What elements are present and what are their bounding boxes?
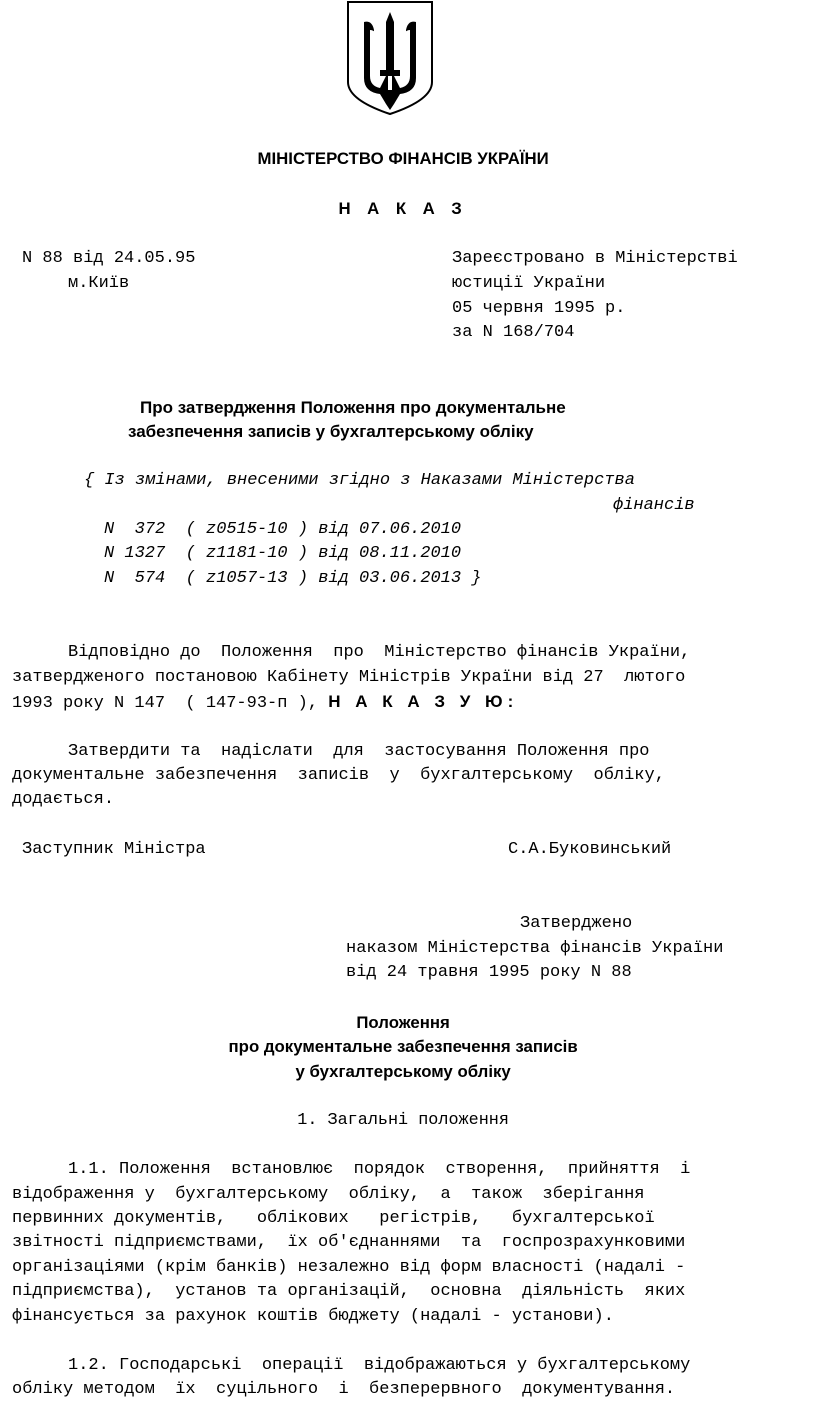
order-text-line: додається. — [12, 790, 115, 809]
paragraph-line: фінансується за рахунок коштів бюджету (надалі - установи). — [12, 1307, 614, 1326]
approval-line: Затверджено — [520, 914, 633, 933]
document-title-line: забезпечення записів у бухгалтерському обліку — [128, 422, 534, 441]
order-keyword-colon: : — [507, 692, 514, 711]
amendment-link[interactable]: N 1327 ( z1181-10 ) від 08.11.2010 — [104, 544, 462, 563]
order-number-date: N 88 від 24.05.95 — [22, 249, 196, 268]
registration-line: за N 168/704 — [452, 323, 575, 342]
document-type: Н А К А З — [338, 199, 468, 218]
registration-line: Зареєстровано в Міністерстві — [452, 249, 738, 268]
order-keyword: Н А К А З У Ю — [328, 692, 508, 711]
preamble-text: Відповідно до Положення про Міністерство фінансів України, — [68, 643, 691, 662]
paragraph-line: 1.2. Господарські операції відображаються у бухгалтерському — [68, 1356, 691, 1375]
preamble-line — [68, 641, 776, 665]
section-heading: 1. Загальні положення — [297, 1111, 509, 1130]
order-text-line: Затвердити та надіслати для застосування Положення про — [68, 742, 650, 761]
paragraph-line: підприємства), установ та організацій, основна діяльність яких — [12, 1282, 686, 1301]
paragraph-line: первинних документів, облікових регістрів, бухгалтерської — [12, 1209, 655, 1228]
signatory-name: С.А.Буковинський — [508, 840, 672, 859]
preamble-text: 1993 року N 147 ( 147-93-п ), — [12, 694, 329, 713]
paragraph-line: організаціями (крім банків) незалежно від форм власності (надалі - — [12, 1258, 686, 1277]
amendment-link[interactable]: N 574 ( z1057-13 ) від 03.06.2013 } — [104, 569, 482, 588]
registration-line: юстиції України — [452, 274, 606, 293]
regulation-title-line: Положення — [356, 1013, 450, 1032]
paragraph-line: звітності підприємствами, їх об'єднаннями та госпрозрахунковими — [12, 1233, 686, 1252]
registration-line: 05 червня 1995 р. — [452, 299, 626, 318]
amendments-intro: { Із змінами, внесеними згідно з Наказами Міністерства — [84, 471, 635, 490]
signatory-position: Заступник Міністра — [22, 840, 206, 859]
document-title-line: Про затвердження Положення про документальне — [140, 398, 566, 417]
approval-line: від 24 травня 1995 року N 88 — [346, 963, 632, 982]
paragraph-line: 1.1. Положення встановлює порядок створення, прийняття і — [68, 1160, 691, 1179]
amendments-intro-tail: фінансів — [613, 496, 695, 515]
preamble-line — [12, 690, 513, 716]
regulation-title-line: у бухгалтерському обліку — [295, 1062, 511, 1081]
ministry-name: МІНІСТЕРСТВО ФІНАНСІВ УКРАЇНИ — [257, 149, 549, 168]
amendment-link[interactable]: N 372 ( z0515-10 ) від 07.06.2010 — [104, 520, 462, 539]
regulation-title-line: про документальне забезпечення записів — [228, 1037, 578, 1056]
paragraph-line: обліку методом їх суцільного і безперервного документування. — [12, 1380, 676, 1399]
paragraph-line: відображення у бухгалтерському обліку, а також зберігання — [12, 1185, 645, 1204]
order-text-line: документальне забезпечення записів у бухгалтерському обліку, — [12, 766, 665, 785]
order-city: м.Київ — [68, 274, 130, 293]
approval-line: наказом Міністерства фінансів України — [346, 939, 724, 958]
preamble-line: затвердженого постановою Кабінету Міністрів України від 27 лютого — [12, 668, 686, 687]
trident-coat-of-arms-icon — [346, 0, 434, 116]
